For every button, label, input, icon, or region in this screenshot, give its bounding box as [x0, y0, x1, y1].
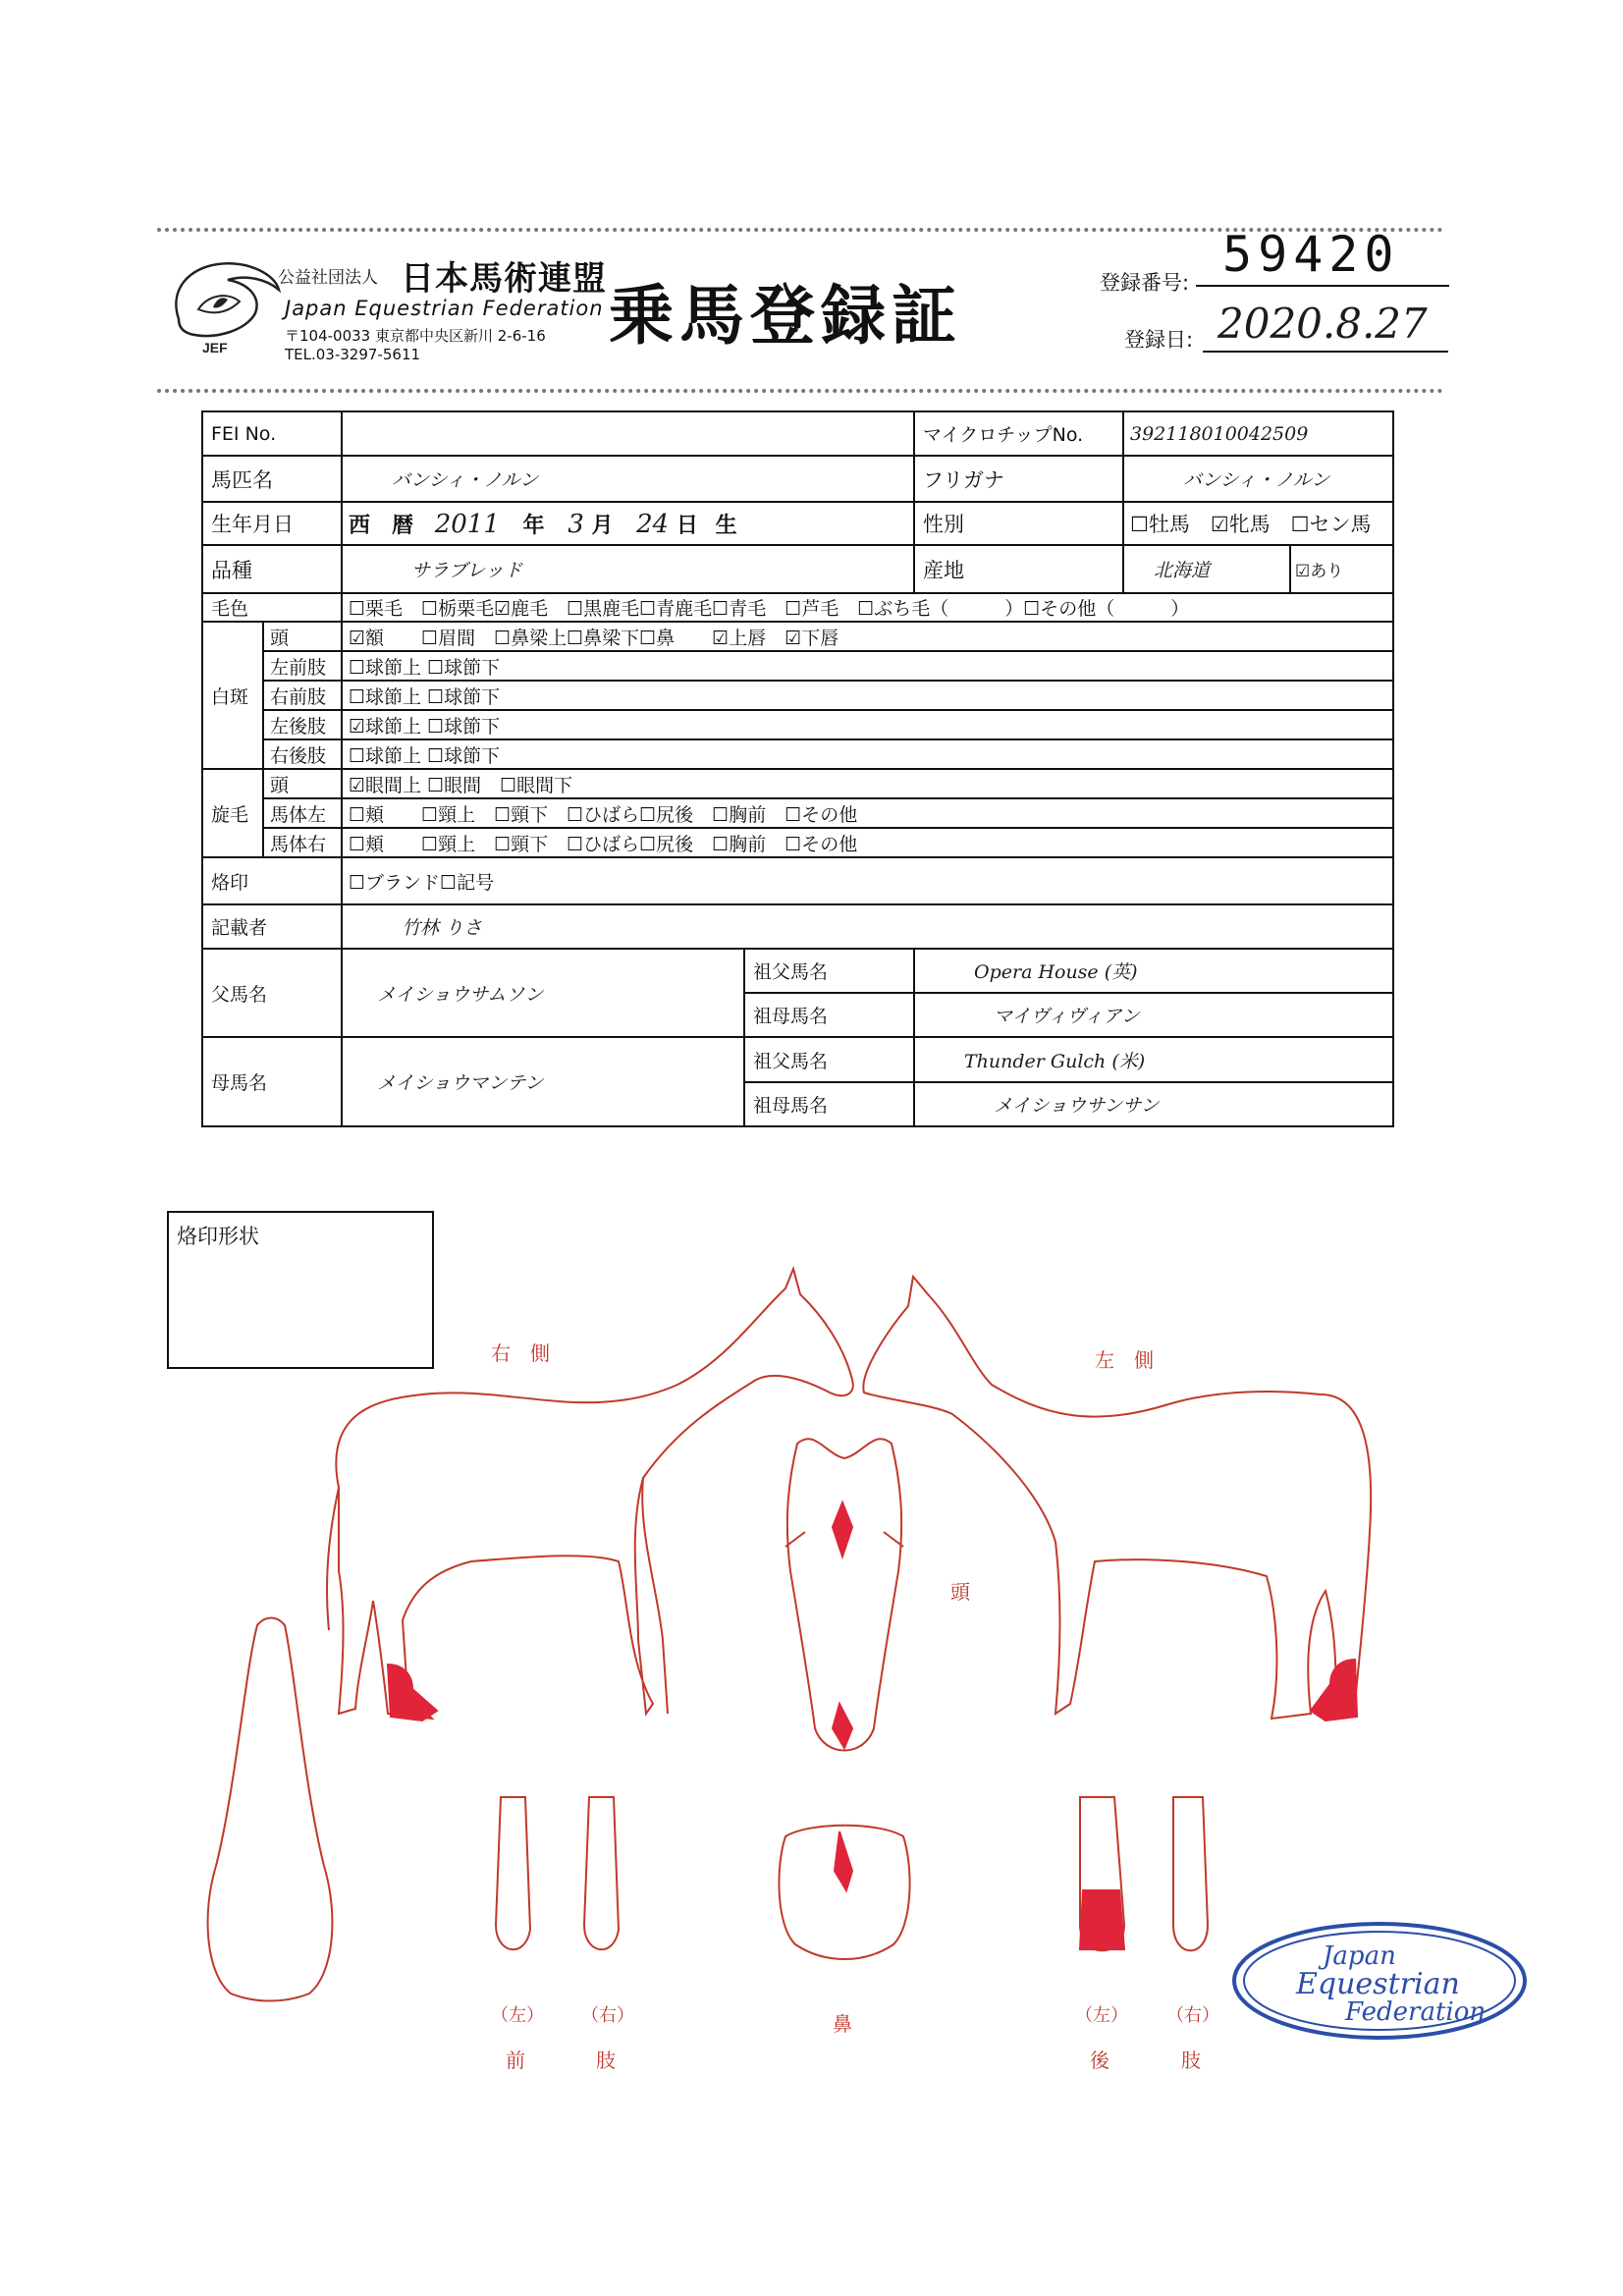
origin-value: 北海道 — [1123, 545, 1290, 593]
org-tel: TEL.03-3297-5611 — [285, 346, 421, 363]
white-options: ☑額 ☐眉間 ☐鼻梁上☐鼻梁下☐鼻 ☑上唇 ☑下唇 — [342, 622, 1393, 651]
domestic-cert-value: ☑あり — [1295, 562, 1344, 581]
head-label: 頭 — [950, 1580, 970, 1604]
birth-value — [342, 502, 914, 545]
sire-sire-value: Opera House (英) — [914, 949, 1393, 993]
row-whorl-left — [202, 798, 1393, 828]
row-breed — [202, 545, 1393, 593]
dam-sire-value: Thunder Gulch (米) — [914, 1037, 1393, 1082]
whorl-part: 馬体左 — [263, 798, 342, 828]
bottom-dotted-rule — [157, 389, 1443, 393]
whorl-options: ☐頬 ☐頸上 ☐頸下 ☐ひばら☐尻後 ☐胸前 ☐その他 — [342, 828, 1393, 857]
brand-label: 烙印 — [202, 857, 342, 904]
microchip-value: 392118010042509 — [1123, 411, 1393, 456]
fei-label: FEI No. — [202, 411, 342, 456]
birth-month: 3 — [568, 509, 584, 539]
left-side-hind-white-marking — [1311, 1660, 1357, 1721]
reg-date-underline — [1203, 351, 1448, 353]
kana-value: バンシィ・ノルン — [1123, 456, 1393, 502]
birth-day: 24 — [636, 509, 670, 539]
right-side-hind-white-marking — [388, 1665, 437, 1721]
row-white-right-fore — [202, 681, 1393, 710]
name-value: バンシィ・ノルン — [342, 456, 914, 502]
row-white-head — [202, 622, 1393, 651]
jef-logo — [159, 250, 287, 358]
row-fei — [202, 411, 1393, 456]
row-sire-1 — [202, 949, 1393, 993]
fore-label-1: 前 — [506, 2049, 525, 2072]
birth-year-unit: 年 — [522, 513, 545, 538]
reg-no-underline — [1196, 285, 1449, 287]
whorl-options: ☑眼間上 ☐眼間 ☐眼間下 — [342, 769, 1393, 798]
right-side-horse-outline — [327, 1269, 853, 1719]
recorder-value: 竹林 りさ — [342, 904, 1393, 949]
reg-date-value: 2020.8.27 — [1217, 300, 1428, 348]
origin-label: 産地 — [914, 545, 1123, 593]
row-color — [202, 593, 1393, 622]
birth-month-unit: 月 — [591, 513, 614, 538]
org-address: 〒104-0033 東京都中央区新川 2-6-16 — [285, 327, 546, 345]
fei-value — [342, 411, 914, 456]
white-options: ☐球節上 ☐球節下 — [342, 739, 1393, 769]
top-view-outline — [208, 1618, 333, 2001]
whorl-options: ☐頬 ☐頸上 ☐頸下 ☐ひばら☐尻後 ☐胸前 ☐その他 — [342, 798, 1393, 828]
nose-white-marking — [835, 1831, 852, 1890]
org-prefix: 公益社団法人 — [278, 268, 378, 288]
row-white-right-hind — [202, 739, 1393, 769]
row-dam-1 — [202, 1037, 1393, 1082]
left-side-label: 左 側 — [1095, 1348, 1154, 1372]
birth-label: 生年月日 — [202, 502, 342, 545]
birth-year: 2011 — [434, 509, 500, 539]
white-part: 右前肢 — [263, 681, 342, 710]
reg-date-label: 登録日: — [1124, 328, 1194, 352]
sire-dam-label: 祖母馬名 — [744, 993, 914, 1037]
row-recorder — [202, 904, 1393, 949]
white-label: 白斑 — [202, 622, 263, 769]
sire-dam-value: マイヴィヴィアン — [914, 993, 1393, 1037]
hind-label-2: 肢 — [1181, 2049, 1201, 2072]
row-white-left-fore — [202, 651, 1393, 681]
whorl-label: 旋毛 — [202, 769, 263, 857]
white-part: 左後肢 — [263, 710, 342, 739]
color-label: 毛色 — [202, 593, 342, 622]
birth-day-unit: 日 — [676, 513, 698, 538]
white-part: 頭 — [263, 622, 342, 651]
nose-label: 鼻 — [833, 2012, 852, 2036]
lip-white-marking — [833, 1704, 852, 1748]
hind-right-label: （右） — [1166, 2005, 1219, 2026]
recorder-label: 記載者 — [202, 904, 342, 949]
org-name: 日本馬術連盟 — [401, 259, 607, 299]
color-options: ☐栗毛 ☐栃栗毛☑鹿毛 ☐黒鹿毛☐青鹿毛☐青毛 ☐芦毛 ☐ぶち毛（ ）☐その他（ ） — [342, 593, 1393, 622]
hind-left-label: （左） — [1075, 2005, 1128, 2026]
seal-line-1: Japan — [1323, 1941, 1396, 1971]
head-front-outline — [785, 1439, 903, 1750]
dam-label: 母馬名 — [202, 1037, 342, 1126]
dam-value: メイショウマンテン — [342, 1037, 744, 1126]
registration-form-table — [201, 410, 1394, 1127]
dam-dam-value: メイショウサンサン — [914, 1082, 1393, 1126]
kana-label: フリガナ — [914, 456, 1123, 502]
sex-options: ☐牡馬 ☑牝馬 ☐セン馬 — [1123, 502, 1393, 545]
row-name — [202, 456, 1393, 502]
dam-dam-label: 祖母馬名 — [744, 1082, 914, 1126]
sire-value: メイショウサムソン — [342, 949, 744, 1037]
name-label: 馬匹名 — [202, 456, 342, 502]
sire-sire-label: 祖父馬名 — [744, 949, 914, 993]
seal-line-3: Federation — [1345, 1997, 1487, 2027]
jef-seal-stamp — [1229, 1920, 1530, 2042]
fore-left-label: （左） — [491, 2005, 544, 2026]
row-birth — [202, 502, 1393, 545]
brand-shape-label: 烙印形状 — [177, 1225, 259, 1248]
org-address-block — [285, 327, 546, 364]
row-whorl-right — [202, 828, 1393, 857]
fore-right-label: （右） — [581, 2005, 634, 2026]
logo-text: JEF — [202, 340, 228, 355]
hind-label-1: 後 — [1090, 2049, 1109, 2072]
fore-label-2: 肢 — [596, 2049, 616, 2072]
white-options: ☐球節上 ☐球節下 — [342, 651, 1393, 681]
white-part: 左前肢 — [263, 651, 342, 681]
document-title: 乗馬登録証 — [609, 278, 962, 354]
right-side-label: 右 側 — [491, 1341, 550, 1365]
whorl-part: 馬体右 — [263, 828, 342, 857]
reg-no-value: 59420 — [1222, 226, 1400, 283]
dam-sire-label: 祖父馬名 — [744, 1037, 914, 1082]
breed-label: 品種 — [202, 545, 342, 593]
forehead-white-marking — [833, 1503, 852, 1557]
breed-value: サラブレッド — [342, 545, 914, 593]
white-options: ☐球節上 ☐球節下 — [342, 681, 1393, 710]
whorl-part: 頭 — [263, 769, 342, 798]
white-options: ☑球節上 ☐球節下 — [342, 710, 1393, 739]
sire-label: 父馬名 — [202, 949, 342, 1037]
left-side-horse-outline — [863, 1277, 1371, 1719]
fore-legs-outline — [496, 1797, 619, 1949]
row-brand — [202, 857, 1393, 904]
white-part: 右後肢 — [263, 739, 342, 769]
seal-line-2: Equestrian — [1296, 1967, 1460, 2001]
birth-era: 西 暦 — [349, 513, 414, 538]
microchip-label: マイクロチップNo. — [914, 411, 1123, 456]
org-name-en: Japan Equestrian Federation — [285, 297, 604, 320]
row-whorl-head — [202, 769, 1393, 798]
sex-label: 性別 — [914, 502, 1123, 545]
reg-no-label: 登録番号: — [1100, 271, 1190, 295]
domestic-cert-cell — [1290, 545, 1393, 593]
brand-options: ☐ブランド☐記号 — [342, 857, 1393, 904]
birth-suffix: 生 — [715, 513, 737, 538]
left-hind-leg-white-marking — [1080, 1890, 1124, 1949]
row-white-left-hind — [202, 710, 1393, 739]
